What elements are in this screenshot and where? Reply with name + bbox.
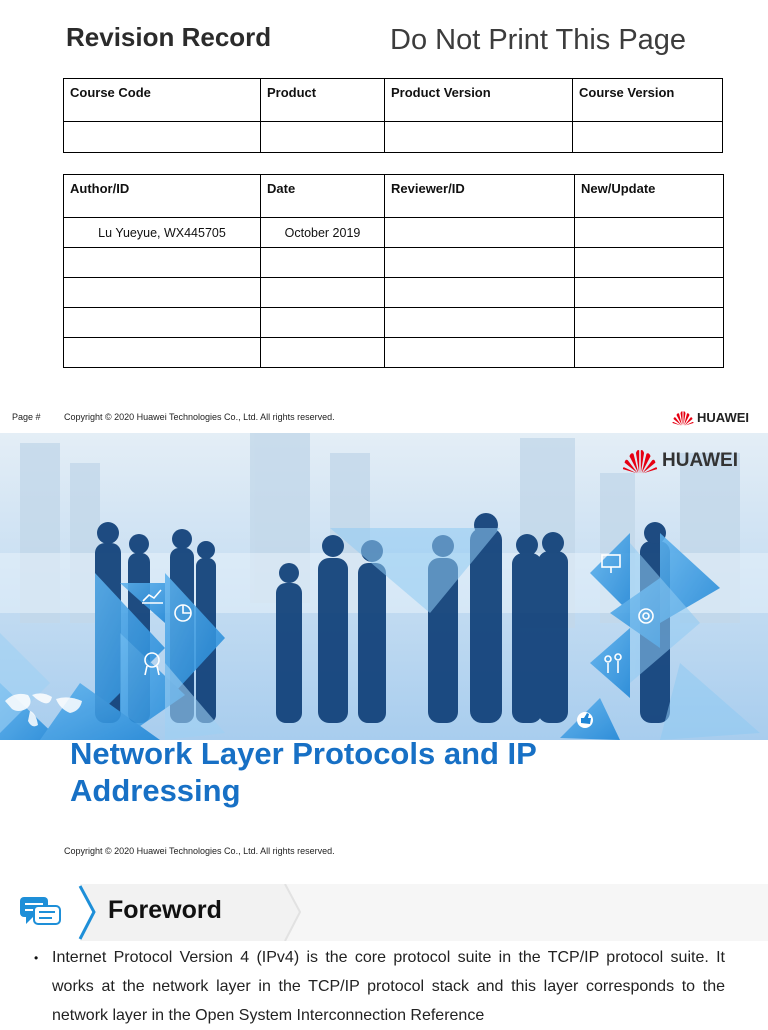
table-cell xyxy=(385,338,575,368)
cover-illustration xyxy=(0,433,768,740)
table-row xyxy=(64,338,724,368)
header-product-version: Product Version xyxy=(385,79,573,122)
table-cell xyxy=(575,248,724,278)
table-cell xyxy=(385,218,575,248)
page-number: Page # xyxy=(12,412,41,422)
table-cell xyxy=(64,308,261,338)
header-reviewer-id: Reviewer/ID xyxy=(385,175,575,218)
table-cell xyxy=(385,248,575,278)
table-cell xyxy=(385,278,575,308)
huawei-logo-icon xyxy=(622,448,658,474)
table-cell xyxy=(575,218,724,248)
header-course-code: Course Code xyxy=(64,79,261,122)
header-author-id: Author/ID xyxy=(64,175,261,218)
table-row xyxy=(64,122,723,153)
table-row xyxy=(64,248,724,278)
revision-history-table xyxy=(63,174,724,368)
table-cell xyxy=(575,338,724,368)
table-cell: Lu Yueyue, WX445705 xyxy=(64,218,261,248)
print-notice: Do Not Print This Page xyxy=(390,24,687,56)
table-cell: October 2019 xyxy=(261,218,385,248)
foreword-tab xyxy=(0,884,100,941)
foreword-paragraph: Internet Protocol Version 4 (IPv4) is the core protocol suite in the TCP/IP protocol suite. It works at the network layer in the TCP/IP protocol stack and this layer corresponds to the network layer in the Open System Interconnection Reference xyxy=(52,949,725,1024)
huawei-wordmark: HUAWEI xyxy=(697,410,749,426)
cover-copyright: Copyright © 2020 Huawei Technologies Co., Ltd. All rights reserved. xyxy=(64,846,335,856)
header-date: Date xyxy=(261,175,385,218)
huawei-cover-logo xyxy=(622,448,738,474)
table-cell xyxy=(64,278,261,308)
header-new-update: New/Update xyxy=(575,175,724,218)
table-cell xyxy=(385,308,575,338)
table-cell xyxy=(385,122,573,153)
table-cell xyxy=(261,308,385,338)
table-cell xyxy=(575,278,724,308)
table-row xyxy=(64,218,724,248)
header-course-version: Course Version xyxy=(573,79,723,122)
table-row xyxy=(64,278,724,308)
footer-copyright: Copyright © 2020 Huawei Technologies Co., Ltd. All rights reserved. xyxy=(64,412,335,422)
cover-title: Network Layer Protocols and IP Addressing xyxy=(70,736,537,808)
table-header-row xyxy=(64,175,724,218)
table-cell xyxy=(575,308,724,338)
table-cell xyxy=(261,248,385,278)
header-product: Product xyxy=(261,79,385,122)
huawei-wordmark: HUAWEI xyxy=(662,450,738,471)
table-cell xyxy=(261,278,385,308)
table-cell xyxy=(261,338,385,368)
table-cell xyxy=(64,248,261,278)
table-cell xyxy=(573,122,723,153)
bullet-marker: • xyxy=(34,951,39,965)
huawei-logo xyxy=(672,409,749,427)
huawei-logo-icon xyxy=(672,410,694,426)
foreword-title: Foreword xyxy=(108,896,222,924)
table-cell xyxy=(261,122,385,153)
thumbs-up-icon xyxy=(577,712,593,728)
table-row xyxy=(64,308,724,338)
course-info-table xyxy=(63,78,723,153)
table-cell xyxy=(64,122,261,153)
table-header-row xyxy=(64,79,723,122)
revision-title: Revision Record xyxy=(66,22,272,52)
table-cell xyxy=(64,338,261,368)
cover-image xyxy=(0,433,768,740)
